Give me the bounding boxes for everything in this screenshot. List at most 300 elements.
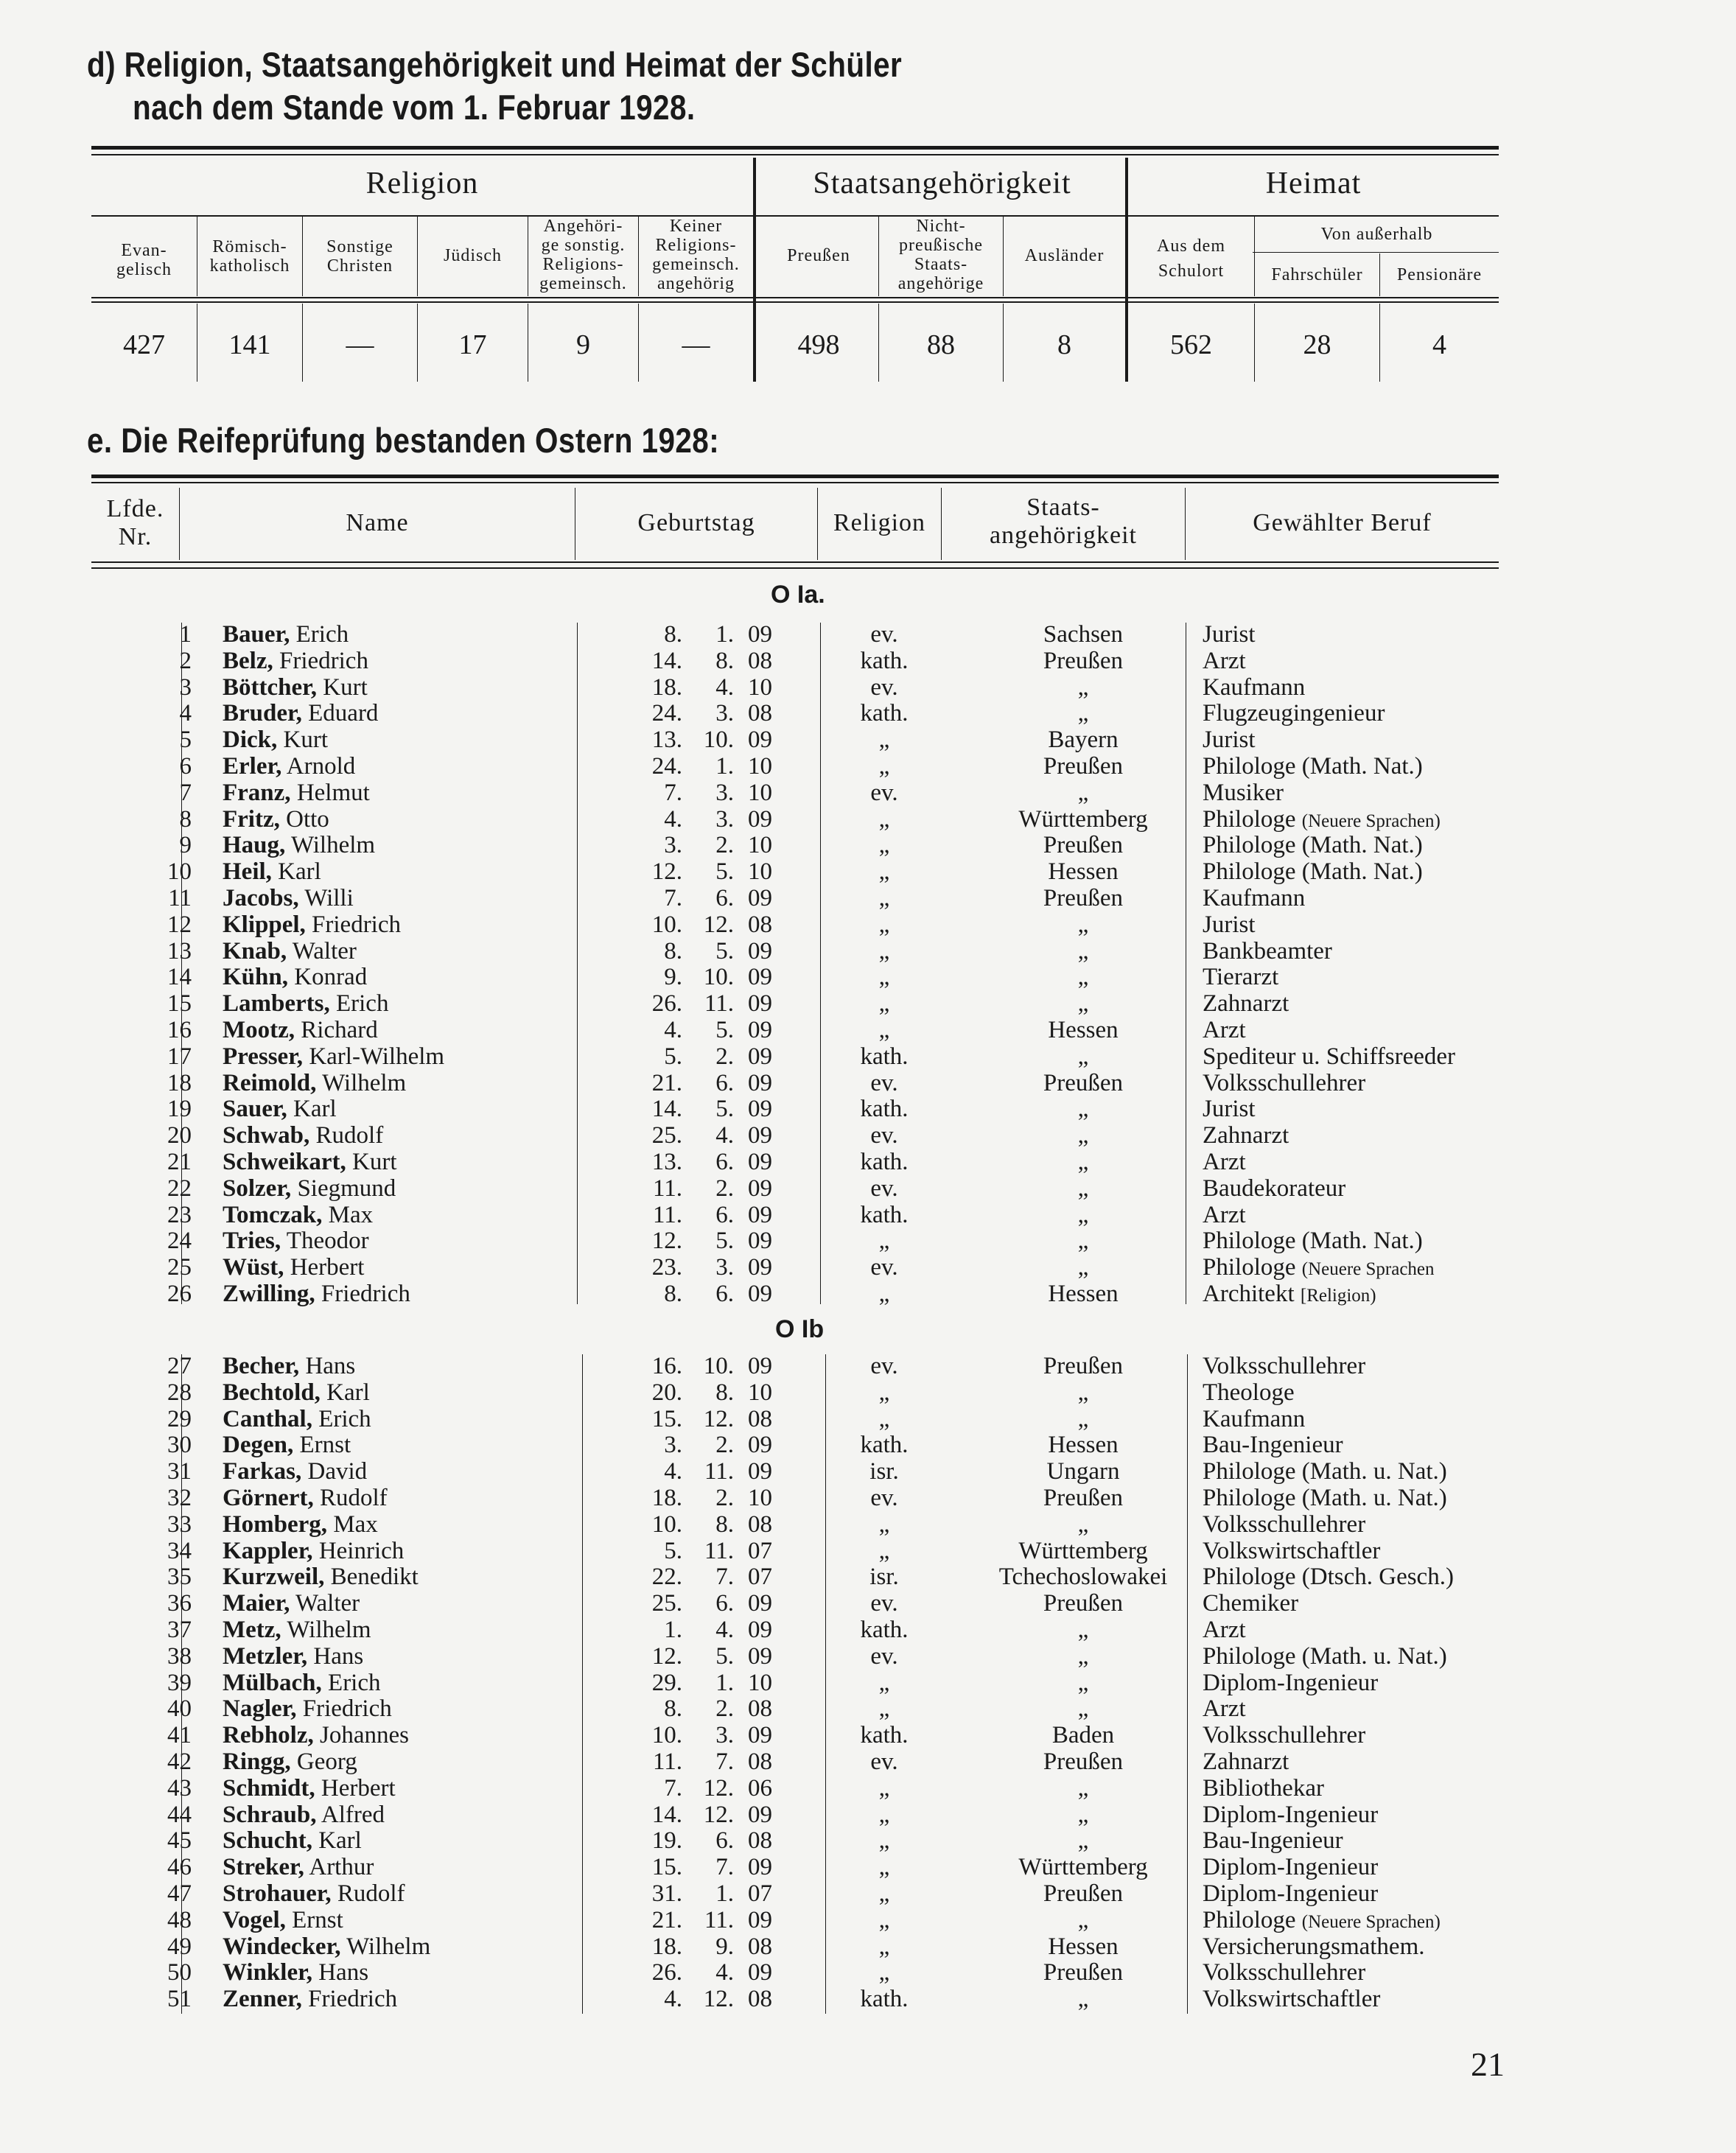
staatsangehoerigkeit: Sachsen <box>1043 621 1124 648</box>
section-oib: O Ib <box>775 1315 825 1343</box>
religion: „ <box>878 1228 890 1255</box>
row-number: 18 <box>167 1069 192 1096</box>
beruf-text: Philologe (Math. Nat.) <box>1203 858 1423 886</box>
value-preussen: 498 <box>797 329 840 360</box>
row-number: 50 <box>167 1959 192 1986</box>
first-name: Erich <box>318 1405 371 1432</box>
birth-year: 09 <box>748 1590 772 1617</box>
last-name: Winkler, <box>223 1959 312 1986</box>
last-name: Görnert, <box>223 1485 314 1511</box>
birth-day: 5. <box>664 1537 682 1564</box>
birth-month: 12. <box>703 911 734 938</box>
religion: kath. <box>860 700 909 727</box>
beruf <box>1203 806 1441 835</box>
birth-year: 09 <box>748 1281 772 1307</box>
row-number: 15 <box>167 990 192 1018</box>
last-name: Tries, <box>223 1228 281 1255</box>
beruf-text: Jurist <box>1203 621 1256 648</box>
table-row <box>0 1907 1736 1933</box>
staatsangehoerigkeit: Preußen <box>1043 647 1124 674</box>
row-number: 31 <box>167 1458 192 1485</box>
table-row <box>0 1748 1736 1775</box>
student-name <box>223 727 328 753</box>
birth-month: 11. <box>704 990 734 1018</box>
table-row <box>0 1149 1736 1175</box>
section-oia: O Ia. <box>771 581 825 609</box>
birth-day: 8. <box>664 621 682 648</box>
staatsangehoerigkeit: Württemberg <box>1018 1537 1148 1564</box>
beruf-text: Kaufmann <box>1203 885 1306 911</box>
last-name: Klippel, <box>223 911 306 938</box>
birth-month: 5. <box>715 937 734 965</box>
first-name: Friedrich <box>312 911 401 938</box>
birth-year: 10 <box>748 832 772 859</box>
student-name <box>223 1748 357 1775</box>
student-name <box>223 990 388 1017</box>
last-name: Becher, <box>223 1353 300 1379</box>
staatsangehoerigkeit: „ <box>1077 1405 1089 1432</box>
first-name: Alfred <box>321 1801 385 1828</box>
birth-year: 09 <box>748 805 772 833</box>
beruf-text: Diplom-Ingenieur <box>1203 1880 1379 1907</box>
birth-month: 4. <box>715 1617 734 1643</box>
birth-day: 7. <box>664 779 682 806</box>
student-name <box>223 1695 392 1722</box>
col-gewaehlter-beruf: Gewählter Beruf <box>1253 509 1432 536</box>
table-row <box>0 727 1736 753</box>
religion: ev. <box>870 1485 898 1511</box>
beruf-text: Versicherungsmathem. <box>1203 1933 1425 1960</box>
student-name <box>223 1281 410 1307</box>
birth-year: 08 <box>748 1405 772 1432</box>
table-row <box>0 1590 1736 1617</box>
birth-year: 09 <box>748 1017 772 1043</box>
student-name <box>223 885 354 911</box>
last-name: Rebholz, <box>223 1722 314 1749</box>
birth-month: 4. <box>715 1959 734 1986</box>
col-preussen: Preußen <box>787 246 850 265</box>
religion: ev. <box>870 1254 898 1281</box>
first-name: Karl <box>318 1827 362 1855</box>
last-name: Kühn, <box>223 964 288 991</box>
student-name <box>223 1827 362 1854</box>
birth-day: 8. <box>664 937 682 965</box>
beruf-text: Kaufmann <box>1203 673 1306 701</box>
last-name: Windecker, <box>223 1933 341 1960</box>
group-von-ausserhalb: Von außerhalb <box>1320 225 1433 244</box>
birth-year: 07 <box>748 1880 772 1907</box>
beruf-text: Philologe (Math. u. Nat.) <box>1203 1642 1447 1670</box>
row-number: 19 <box>167 1096 192 1123</box>
row-number: 20 <box>167 1122 192 1149</box>
religion: ev. <box>870 1748 898 1775</box>
beruf-text: Jurist <box>1203 727 1256 754</box>
birth-month: 8. <box>715 1510 734 1538</box>
beruf-text: Volkswirtschaftler <box>1203 1537 1381 1564</box>
birth-year: 09 <box>748 1432 772 1459</box>
religion: kath. <box>860 1617 909 1643</box>
last-name: Sauer, <box>223 1096 287 1123</box>
row-number: 47 <box>167 1880 192 1907</box>
student-name <box>223 1802 385 1828</box>
birth-year: 09 <box>748 885 772 911</box>
religion: kath. <box>860 1986 909 2013</box>
beruf <box>1203 1827 1343 1856</box>
first-name: Heinrich <box>318 1537 405 1564</box>
birth-month: 11. <box>704 1537 734 1564</box>
student-name <box>223 1017 378 1043</box>
birth-month: 2. <box>715 1432 734 1459</box>
col-nichtpreussische: Nicht- preußische Staats- angehörige <box>897 217 984 293</box>
beruf-text: Diplom-Ingenieur <box>1203 1801 1379 1828</box>
student-name <box>223 1202 373 1228</box>
beruf <box>1203 780 1284 808</box>
last-name: Reimold, <box>223 1069 317 1096</box>
table-row <box>0 1827 1736 1854</box>
first-name: Otto <box>286 805 329 833</box>
table-row <box>0 990 1736 1017</box>
row-number: 33 <box>167 1510 192 1538</box>
first-name: Erich <box>328 1669 381 1696</box>
staatsangehoerigkeit: „ <box>1077 990 1089 1018</box>
staatsangehoerigkeit: Ungarn <box>1046 1458 1120 1485</box>
first-name: Karl <box>278 858 321 886</box>
beruf <box>1203 1880 1378 1909</box>
beruf-text: Philologe (Math. Nat.) <box>1203 832 1423 859</box>
birth-day: 4. <box>664 1986 682 2013</box>
beruf <box>1203 1458 1447 1487</box>
staatsangehoerigkeit: „ <box>1077 1201 1089 1228</box>
student-name <box>223 1670 381 1696</box>
rule <box>91 146 1499 150</box>
col-geburtstag: Geburtstag <box>637 509 755 536</box>
student-name <box>223 858 321 885</box>
birth-month: 10. <box>703 727 734 754</box>
staatsangehoerigkeit: Preußen <box>1043 1748 1124 1775</box>
birth-month: 3. <box>715 779 734 806</box>
first-name: Richard <box>301 1017 378 1043</box>
value-angehoerige-sonstiger: 9 <box>576 329 590 360</box>
student-name <box>223 780 370 806</box>
first-name: Karl-Wilhelm <box>309 1043 445 1070</box>
row-number: 2 <box>179 647 192 674</box>
row-number: 26 <box>167 1281 192 1307</box>
page-number: 21 <box>1471 2045 1505 2083</box>
row-number: 25 <box>167 1254 192 1281</box>
religion: ev. <box>870 1353 898 1379</box>
birth-day: 26. <box>651 990 682 1018</box>
birth-day: 18. <box>651 1485 682 1511</box>
staatsangehoerigkeit: Tchechoslowakei <box>998 1564 1168 1591</box>
value-sonstige-christen: — <box>346 329 374 360</box>
group-staatsangehoerigkeit: Staatsangehörigkeit <box>813 167 1071 200</box>
beruf-text: Arzt <box>1203 1617 1246 1643</box>
row-number: 40 <box>167 1695 192 1723</box>
religion: „ <box>878 964 890 991</box>
student-name <box>223 1538 404 1564</box>
student-name <box>223 832 375 858</box>
birth-month: 8. <box>715 1379 734 1406</box>
first-name: Konrad <box>294 964 368 991</box>
beruf-text: Arzt <box>1203 1695 1246 1723</box>
table-row <box>0 1202 1736 1228</box>
beruf-text: Bibliothekar <box>1203 1774 1324 1802</box>
last-name: Lamberts, <box>223 990 330 1018</box>
birth-month: 10. <box>703 1353 734 1379</box>
row-number: 7 <box>179 779 192 806</box>
row-number: 34 <box>167 1537 192 1564</box>
birth-month: 11. <box>704 1458 734 1485</box>
table-row <box>0 1485 1736 1511</box>
religion: „ <box>878 805 890 833</box>
beruf <box>1203 1511 1365 1540</box>
beruf <box>1203 1175 1345 1204</box>
religion: „ <box>878 1510 890 1538</box>
birth-month: 4. <box>715 1122 734 1149</box>
staatsangehoerigkeit: „ <box>1077 1043 1089 1070</box>
beruf <box>1203 1590 1298 1619</box>
birth-month: 1. <box>715 753 734 780</box>
beruf <box>1203 1122 1289 1151</box>
row-number: 49 <box>167 1933 192 1960</box>
staatsangehoerigkeit: Preußen <box>1043 1485 1124 1511</box>
religion: ev. <box>870 1174 898 1202</box>
beruf-text: Bau-Ingenieur <box>1203 1827 1343 1855</box>
birth-year: 09 <box>748 1906 772 1933</box>
birth-day: 25. <box>651 1590 682 1617</box>
row-number: 32 <box>167 1485 192 1511</box>
religion: „ <box>878 1669 890 1696</box>
student-name <box>223 1590 360 1617</box>
student-name <box>223 1617 371 1643</box>
table-row <box>0 700 1736 727</box>
rule <box>753 158 756 382</box>
birth-year: 10 <box>748 1485 772 1511</box>
staatsangehoerigkeit: „ <box>1077 1122 1089 1149</box>
beruf <box>1203 1485 1447 1513</box>
religion: ev. <box>870 1122 898 1149</box>
beruf <box>1203 1643 1447 1672</box>
beruf-text: Spediteur u. Schiffsreeder <box>1203 1043 1456 1070</box>
beruf <box>1203 885 1305 914</box>
first-name: Kurt <box>323 673 368 701</box>
religion: isr. <box>869 1458 899 1485</box>
row-number: 39 <box>167 1669 192 1696</box>
birth-year: 09 <box>748 1069 772 1096</box>
birth-month: 3. <box>715 700 734 727</box>
table-row <box>0 911 1736 938</box>
birth-month: 5. <box>715 858 734 886</box>
birth-day: 31. <box>651 1880 682 1907</box>
beruf <box>1203 1281 1376 1309</box>
beruf <box>1203 700 1385 729</box>
student-name <box>223 1643 363 1670</box>
row-number: 16 <box>167 1017 192 1043</box>
religion: „ <box>878 1959 890 1986</box>
birth-year: 08 <box>748 647 772 674</box>
staatsangehoerigkeit: „ <box>1077 700 1089 727</box>
beruf <box>1203 1775 1324 1804</box>
beruf-text: Diplom-Ingenieur <box>1203 1669 1379 1696</box>
staatsangehoerigkeit: Preußen <box>1043 1353 1124 1379</box>
row-number: 35 <box>167 1564 192 1591</box>
birth-year: 07 <box>748 1564 772 1591</box>
last-name: Solzer, <box>223 1174 292 1202</box>
value-roemisch-katholisch: 141 <box>228 329 271 360</box>
student-name <box>223 964 367 990</box>
beruf <box>1203 1353 1365 1382</box>
table-row <box>0 858 1736 885</box>
beruf <box>1203 648 1246 676</box>
birth-year: 10 <box>748 779 772 806</box>
value-fahrschueler: 28 <box>1303 329 1331 360</box>
birth-day: 14. <box>651 1096 682 1123</box>
birth-day: 29. <box>651 1669 682 1696</box>
student-name <box>223 1933 430 1960</box>
birth-year: 09 <box>748 1642 772 1670</box>
staatsangehoerigkeit: „ <box>1077 1774 1089 1802</box>
student-name <box>223 938 357 965</box>
birth-year: 08 <box>748 1510 772 1538</box>
birth-month: 3. <box>715 805 734 833</box>
beruf-text: Philologe (Math. Nat.) <box>1203 753 1423 780</box>
religion: kath. <box>860 647 909 674</box>
last-name: Knab, <box>223 937 287 965</box>
beruf <box>1203 1228 1423 1256</box>
table-row <box>0 1122 1736 1149</box>
row-number: 43 <box>167 1774 192 1802</box>
birth-month: 5. <box>715 1096 734 1123</box>
table-row <box>0 1538 1736 1564</box>
beruf-text: Jurist <box>1203 911 1256 938</box>
first-name: Karl <box>326 1379 370 1406</box>
row-number: 44 <box>167 1801 192 1828</box>
last-name: Schmidt, <box>223 1774 315 1802</box>
birth-year: 08 <box>748 1986 772 2013</box>
heading-d-line1: d) Religion, Staatsangehörigkeit und Heimat der Schüler <box>87 45 903 84</box>
birth-year: 09 <box>748 1353 772 1379</box>
religion: ev. <box>870 1590 898 1617</box>
beruf-text: Zahnarzt <box>1203 990 1289 1018</box>
row-number: 1 <box>179 621 192 648</box>
staatsangehoerigkeit: Hessen <box>1048 858 1119 886</box>
col-auslaender: Ausländer <box>1024 246 1105 265</box>
last-name: Zenner, <box>223 1986 302 2013</box>
staatsangehoerigkeit: Preußen <box>1043 1880 1124 1907</box>
col-staatsangehoerigkeit: Staats- angehörigkeit <box>990 494 1137 549</box>
birth-month: 7. <box>715 1748 734 1775</box>
beruf-text: Arzt <box>1203 647 1246 674</box>
birth-month: 7. <box>715 1564 734 1591</box>
birth-day: 13. <box>651 1149 682 1175</box>
group-religion: Religion <box>365 167 479 200</box>
birth-month: 6. <box>715 1201 734 1228</box>
religion: ev. <box>870 1642 898 1670</box>
row-number: 11 <box>168 885 192 911</box>
last-name: Streker, <box>223 1854 304 1881</box>
col-keiner-religionsgemeinschaft: Keiner Religions- gemeinsch. angehörig <box>652 217 740 293</box>
row-number: 28 <box>167 1379 192 1406</box>
birth-day: 11. <box>652 1201 682 1228</box>
last-name: Bruder, <box>223 700 302 727</box>
last-name: Metz, <box>223 1617 281 1643</box>
row-number: 30 <box>167 1432 192 1459</box>
value-nichtpreussische: 88 <box>927 329 955 360</box>
birth-year: 09 <box>748 1174 772 1202</box>
beruf-text: Baudekorateur <box>1203 1174 1346 1202</box>
table-row <box>0 1617 1736 1643</box>
beruf-text: Philologe <box>1203 1254 1296 1281</box>
first-name: Max <box>333 1510 378 1538</box>
birth-day: 14. <box>651 647 682 674</box>
birth-year: 08 <box>748 1933 772 1960</box>
staatsangehoerigkeit: Hessen <box>1048 1017 1119 1043</box>
religion: „ <box>878 1827 890 1855</box>
religion: „ <box>878 1379 890 1406</box>
beruf <box>1203 832 1423 861</box>
row-number: 51 <box>167 1986 192 2013</box>
table-row <box>0 1432 1736 1458</box>
rule <box>91 154 1499 155</box>
staatsangehoerigkeit: Preußen <box>1043 1959 1124 1986</box>
student-name <box>223 648 368 674</box>
last-name: Schweikart, <box>223 1149 346 1175</box>
staatsangehoerigkeit: „ <box>1077 673 1089 701</box>
student-name <box>223 1432 351 1458</box>
beruf <box>1203 1722 1365 1751</box>
religion: „ <box>878 911 890 938</box>
birth-month: 9. <box>715 1933 734 1960</box>
religion: ev. <box>870 621 898 648</box>
birth-month: 3. <box>715 1722 734 1749</box>
table-row <box>0 1017 1736 1043</box>
col-aus-dem-schulort: Aus dem Schulort <box>1157 237 1225 281</box>
first-name: Hans <box>318 1959 369 1986</box>
student-name <box>223 1379 370 1406</box>
religion: isr. <box>869 1564 899 1591</box>
birth-year: 09 <box>748 1096 772 1123</box>
birth-month: 7. <box>715 1854 734 1881</box>
beruf-text: Philologe (Math. u. Nat.) <box>1203 1485 1447 1511</box>
student-name <box>223 753 355 780</box>
beruf <box>1203 1149 1246 1177</box>
first-name: Kurt <box>283 727 328 754</box>
birth-day: 24. <box>651 753 682 780</box>
table-row <box>0 1281 1736 1307</box>
beruf-text: Diplom-Ingenieur <box>1203 1854 1379 1881</box>
staatsangehoerigkeit: Preußen <box>1043 832 1124 859</box>
table-row <box>0 1959 1736 1986</box>
table-row <box>0 1775 1736 1802</box>
staatsangehoerigkeit: „ <box>1077 1642 1089 1670</box>
student-name <box>223 621 349 648</box>
last-name: Vogel, <box>223 1906 286 1933</box>
beruf-note: [Religion) <box>1300 1286 1376 1306</box>
birth-day: 21. <box>651 1069 682 1096</box>
table-row <box>0 1070 1736 1096</box>
student-name <box>223 700 378 727</box>
table-row <box>0 1802 1736 1828</box>
beruf <box>1203 911 1256 940</box>
first-name: Willi <box>304 885 354 911</box>
staatsangehoerigkeit: Hessen <box>1048 1281 1119 1307</box>
beruf-note: (Neuere Sprachen <box>1301 1259 1435 1280</box>
religion: „ <box>878 990 890 1018</box>
rule <box>91 567 1499 569</box>
beruf <box>1203 1695 1246 1724</box>
col-fahrschueler: Fahrschüler <box>1271 265 1363 284</box>
religion: „ <box>878 1695 890 1723</box>
